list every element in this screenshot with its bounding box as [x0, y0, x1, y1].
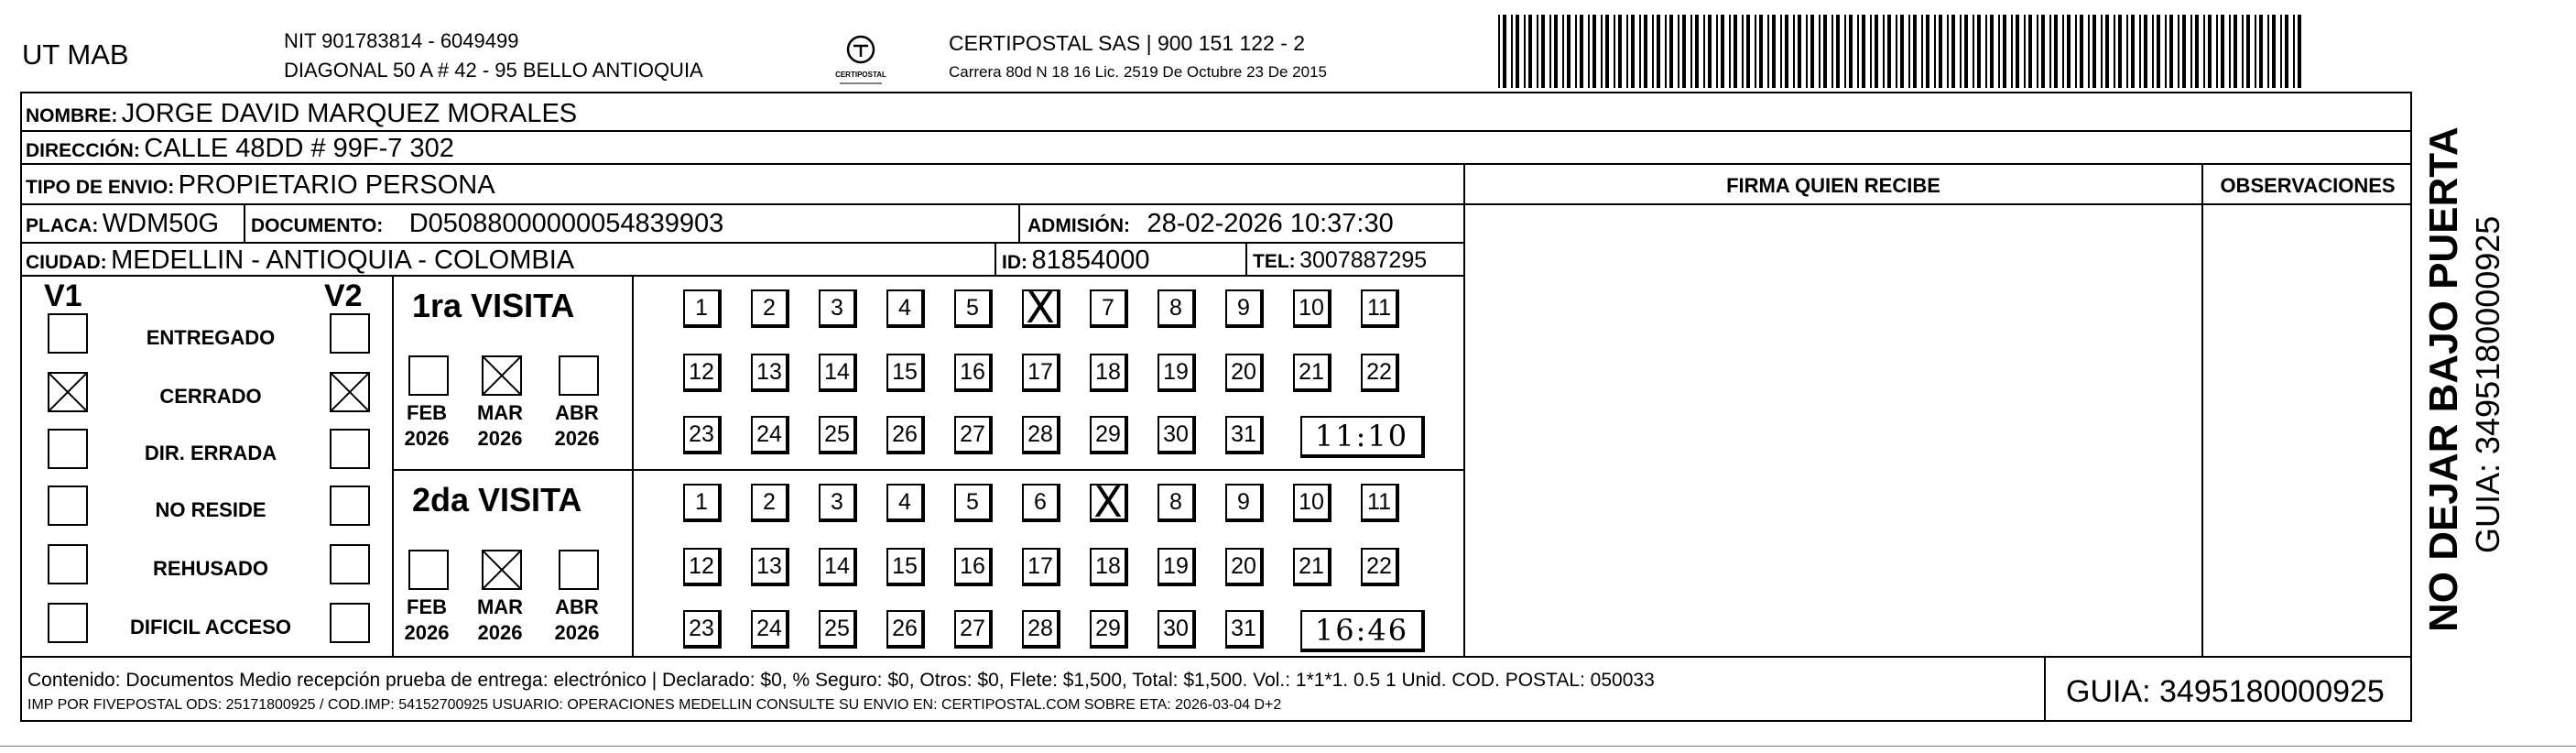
- status-v2-checkbox[interactable]: [330, 313, 370, 354]
- day-box-marked[interactable]: [1022, 289, 1060, 328]
- handwritten-time: 11:10: [1300, 416, 1425, 458]
- city-cell: [26, 247, 574, 274]
- day-box[interactable]: 27: [954, 416, 993, 454]
- month-year: 2026: [554, 427, 600, 450]
- plate-label: PLACA:: [26, 215, 99, 236]
- day-box[interactable]: 16: [954, 548, 993, 586]
- plate: WDM50G: [102, 209, 220, 238]
- day-box[interactable]: 7: [1090, 289, 1128, 328]
- month-checkbox[interactable]: [559, 355, 599, 396]
- day-box[interactable]: 13: [751, 354, 789, 392]
- day-box[interactable]: 22: [1361, 548, 1399, 586]
- month-label: ABR: [555, 595, 599, 618]
- day-box[interactable]: 8: [1158, 484, 1196, 522]
- rule: [20, 203, 1465, 205]
- day-box[interactable]: 23: [683, 416, 722, 454]
- name-label: NOMBRE:: [26, 105, 118, 126]
- day-box[interactable]: 15: [886, 548, 925, 586]
- day-box[interactable]: 2: [751, 289, 789, 328]
- carrier-logo: [829, 33, 893, 88]
- day-box[interactable]: 23: [683, 610, 722, 649]
- rule: [1463, 163, 1465, 656]
- day-box[interactable]: 29: [1090, 416, 1128, 454]
- rule: [20, 163, 2412, 165]
- day-box-marked[interactable]: [1090, 484, 1128, 522]
- month-label: FEB: [407, 401, 447, 424]
- observations-header: OBSERVACIONES: [2220, 174, 2396, 197]
- day-box[interactable]: 5: [954, 289, 993, 328]
- day-box[interactable]: 18: [1090, 548, 1128, 586]
- rule: [20, 130, 2412, 132]
- day-box[interactable]: 9: [1225, 289, 1264, 328]
- day-box[interactable]: 18: [1090, 354, 1128, 392]
- id-label: ID:: [1002, 252, 1027, 273]
- status-v2-checkbox[interactable]: [330, 486, 370, 526]
- day-box[interactable]: 3: [819, 289, 857, 328]
- handwritten-time: 16:46: [1300, 610, 1425, 652]
- day-box[interactable]: 21: [1293, 354, 1331, 392]
- day-box[interactable]: 3: [819, 484, 857, 522]
- day-box[interactable]: 9: [1225, 484, 1264, 522]
- month-year: 2026: [477, 621, 523, 644]
- day-box[interactable]: 17: [1022, 354, 1060, 392]
- status-v2-checkbox[interactable]: [330, 429, 370, 469]
- rule: [1465, 203, 2412, 205]
- status-label: NO RESIDE: [155, 498, 266, 521]
- sender-nit: NIT 901783814 - 6049499: [284, 29, 519, 52]
- barcode: [1498, 15, 2304, 88]
- day-box[interactable]: 24: [751, 416, 789, 454]
- day-box[interactable]: 21: [1293, 548, 1331, 586]
- status-label: CERRADO: [159, 385, 262, 408]
- ship-type: PROPIETARIO PERSONA: [178, 170, 495, 200]
- admission: 28-02-2026 10:37:30: [1147, 209, 1394, 238]
- day-box[interactable]: 20: [1225, 548, 1264, 586]
- tel-cell: [1253, 249, 1427, 272]
- rule: [392, 469, 1465, 471]
- document-label: DOCUMENTO:: [251, 215, 384, 236]
- month-year: 2026: [554, 621, 600, 644]
- day-box[interactable]: 24: [751, 610, 789, 649]
- day-box[interactable]: 31: [1225, 416, 1264, 454]
- sender-name: UT MAB: [22, 38, 129, 71]
- page-edge: [0, 746, 2576, 747]
- status-v1-checkbox[interactable]: [48, 486, 88, 526]
- day-box[interactable]: 17: [1022, 548, 1060, 586]
- day-box[interactable]: 26: [886, 610, 925, 649]
- day-box[interactable]: 14: [819, 548, 857, 586]
- v2-label: V2: [324, 278, 363, 313]
- document-cell: [251, 211, 723, 237]
- day-box[interactable]: 10: [1293, 484, 1331, 522]
- status-v1-checkbox[interactable]: [48, 429, 88, 469]
- rule: [20, 242, 1465, 244]
- day-box[interactable]: 25: [819, 610, 857, 649]
- day-box[interactable]: 30: [1158, 610, 1196, 649]
- address-row: [26, 136, 454, 162]
- day-box[interactable]: 13: [751, 548, 789, 586]
- day-box[interactable]: 4: [886, 484, 925, 522]
- visit-title: 1ra VISITA: [412, 287, 575, 324]
- month-label: FEB: [407, 595, 447, 618]
- day-box[interactable]: 12: [683, 354, 722, 392]
- side-guia: GUIA: 3495180000925: [2469, 215, 2506, 553]
- day-box[interactable]: 12: [683, 548, 722, 586]
- month-checkbox[interactable]: [408, 550, 449, 590]
- day-box[interactable]: 19: [1158, 548, 1196, 586]
- carrier-address: Carrera 80d N 18 16 Lic. 2519 De Octubre 23 De 2015: [949, 63, 1327, 81]
- day-box[interactable]: 29: [1090, 610, 1128, 649]
- rule: [2044, 656, 2046, 722]
- day-box[interactable]: 2: [751, 484, 789, 522]
- city-label: CIUDAD:: [26, 252, 107, 273]
- name-row: [26, 101, 577, 127]
- month-year: 2026: [477, 427, 523, 450]
- month-label: ABR: [555, 401, 599, 424]
- status-label: REHUSADO: [153, 557, 268, 580]
- id-value: 81854000: [1031, 246, 1150, 275]
- sender-address: DIAGONAL 50 A # 42 - 95 BELLO ANTIOQUIA: [284, 59, 703, 82]
- status-v1-checkbox[interactable]: [48, 313, 88, 354]
- admission-label: ADMISIÓN:: [1027, 215, 1130, 236]
- month-checkbox[interactable]: [408, 355, 449, 396]
- status-v1-checkbox[interactable]: [48, 603, 88, 643]
- status-v2-checkbox[interactable]: [330, 544, 370, 584]
- day-box[interactable]: 25: [819, 416, 857, 454]
- rule: [392, 275, 394, 656]
- status-label: DIR. ERRADA: [144, 442, 277, 464]
- day-box[interactable]: 11: [1361, 289, 1399, 328]
- rule: [632, 275, 634, 656]
- month-label: MAR: [476, 595, 524, 618]
- status-label: ENTREGADO: [146, 326, 276, 349]
- month-year: 2026: [404, 621, 450, 644]
- logo-text: CERTIPOSTAL: [835, 71, 886, 79]
- status-v1-checkbox[interactable]: [48, 544, 88, 584]
- rule: [20, 275, 1465, 277]
- recipient-name: JORGE DAVID MARQUEZ MORALES: [121, 99, 578, 128]
- status-label: DIFICIL ACCESO: [129, 616, 291, 638]
- city: MEDELLIN - ANTIOQUIA - COLOMBIA: [111, 246, 575, 275]
- footer-line1: Contenido: Documentos Medio recepción prueba de entrega: electrónico | Declarado: $0, % Seguro: $0, Otros: $0, Flete: $1,500, Total: $1,500. Vol.: 1*1*1. 0.5 1 Unid. COD. POSTAL: 050033: [27, 670, 1655, 691]
- id-cell: [1002, 247, 1149, 274]
- day-box[interactable]: 14: [819, 354, 857, 392]
- day-box[interactable]: 1: [683, 484, 722, 522]
- day-box[interactable]: 16: [954, 354, 993, 392]
- day-box[interactable]: 27: [954, 610, 993, 649]
- day-box[interactable]: 19: [1158, 354, 1196, 392]
- ship-type-row: [26, 172, 495, 199]
- day-box[interactable]: 10: [1293, 289, 1331, 328]
- day-box[interactable]: 15: [886, 354, 925, 392]
- day-box[interactable]: 11: [1361, 484, 1399, 522]
- rule: [244, 203, 245, 242]
- day-box[interactable]: 4: [886, 289, 925, 328]
- admission-cell: [1027, 211, 1394, 237]
- month-label: MAR: [476, 401, 524, 424]
- visit-title: 2da VISITA: [412, 481, 582, 518]
- day-box[interactable]: 20: [1225, 354, 1264, 392]
- rule: [1018, 203, 1020, 242]
- day-box[interactable]: 28: [1022, 416, 1060, 454]
- month-checkbox[interactable]: [482, 355, 522, 396]
- day-box[interactable]: 28: [1022, 610, 1060, 649]
- plate-cell: [26, 211, 219, 237]
- address-label: DIRECCIÓN:: [26, 140, 140, 161]
- day-box[interactable]: 8: [1158, 289, 1196, 328]
- day-box[interactable]: 6: [1022, 484, 1060, 522]
- rule: [20, 656, 2412, 658]
- signature-header: FIRMA QUIEN RECIBE: [1726, 174, 1940, 197]
- tel-label: TEL:: [1253, 251, 1296, 272]
- rule: [1245, 242, 1247, 275]
- month-checkbox[interactable]: [559, 550, 599, 590]
- month-checkbox[interactable]: [482, 550, 522, 590]
- rule: [995, 242, 996, 275]
- footer-guia: GUIA: 3495180000925: [2066, 674, 2385, 709]
- day-box[interactable]: 1: [683, 289, 722, 328]
- tel: 3007887295: [1299, 247, 1428, 273]
- day-box[interactable]: 22: [1361, 354, 1399, 392]
- carrier-name: CERTIPOSTAL SAS | 900 151 122 - 2: [949, 31, 1306, 55]
- recipient-address: CALLE 48DD # 99F-7 302: [144, 134, 454, 163]
- side-notice: NO DEJAR BAJO PUERTA: [2421, 126, 2466, 632]
- month-year: 2026: [404, 427, 450, 450]
- ship-type-label: TIPO DE ENVIO:: [26, 177, 175, 198]
- status-v2-checkbox[interactable]: [330, 372, 370, 412]
- v1-label: V1: [44, 278, 82, 313]
- status-v2-checkbox[interactable]: [330, 603, 370, 643]
- status-v1-checkbox[interactable]: [48, 372, 88, 412]
- day-box[interactable]: 31: [1225, 610, 1264, 649]
- rule: [2201, 163, 2203, 656]
- footer-line2: IMP POR FIVEPOSTAL ODS: 25171800925 / COD.IMP: 54152700925 USUARIO: OPERACIONES MEDELLIN CONSULTE SU ENVIO EN: CERTIPOSTAL.COM SOBRE ETA: 2026-03-04 D+2: [27, 697, 1282, 713]
- day-box[interactable]: 30: [1158, 416, 1196, 454]
- document: D05088000000054839903: [408, 209, 724, 238]
- day-box[interactable]: 5: [954, 484, 993, 522]
- day-box[interactable]: 26: [886, 416, 925, 454]
